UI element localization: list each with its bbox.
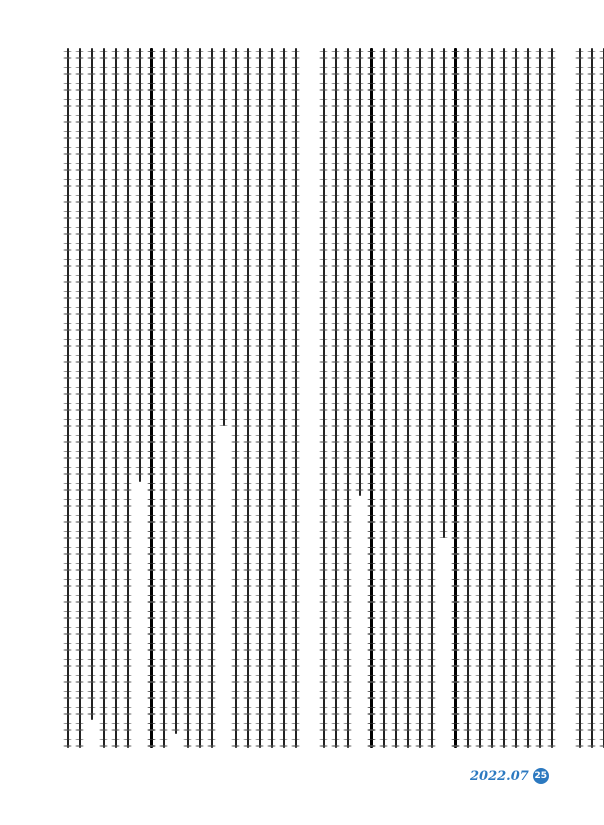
text-line bbox=[510, 48, 522, 748]
page-footer bbox=[470, 768, 549, 784]
text-column-2 bbox=[318, 48, 558, 748]
text-line bbox=[426, 48, 438, 748]
text-line bbox=[122, 48, 134, 748]
text-line bbox=[206, 48, 218, 748]
text-line bbox=[158, 48, 170, 748]
text-line bbox=[342, 48, 354, 748]
text-line bbox=[194, 48, 206, 748]
text-line bbox=[98, 48, 110, 748]
text-line bbox=[534, 48, 546, 748]
text-line bbox=[74, 48, 86, 748]
text-line bbox=[402, 48, 414, 748]
page-number: 25 bbox=[533, 768, 549, 784]
text-line bbox=[450, 48, 462, 748]
text-line bbox=[598, 48, 604, 748]
text-line bbox=[230, 48, 242, 748]
text-line bbox=[438, 48, 450, 748]
text-line bbox=[62, 48, 74, 748]
issue-date: 2022.07 bbox=[470, 768, 529, 784]
text-line bbox=[486, 48, 498, 748]
text-line bbox=[278, 48, 290, 748]
text-line bbox=[354, 48, 366, 748]
text-line bbox=[574, 48, 586, 748]
text-line bbox=[474, 48, 486, 748]
text-line bbox=[414, 48, 426, 748]
text-line bbox=[330, 48, 342, 748]
text-line bbox=[546, 48, 558, 748]
text-line bbox=[522, 48, 534, 748]
text-column-3 bbox=[574, 48, 604, 748]
text-line bbox=[498, 48, 510, 748]
text-line bbox=[170, 48, 182, 748]
text-line bbox=[378, 48, 390, 748]
text-line bbox=[266, 48, 278, 748]
text-line bbox=[182, 48, 194, 748]
text-column-1 bbox=[62, 48, 302, 748]
text-line bbox=[366, 48, 378, 748]
text-line bbox=[218, 48, 230, 748]
text-line bbox=[134, 48, 146, 748]
text-line bbox=[146, 48, 158, 748]
text-line bbox=[318, 48, 330, 748]
text-line bbox=[390, 48, 402, 748]
text-line bbox=[242, 48, 254, 748]
text-line bbox=[110, 48, 122, 748]
text-line bbox=[462, 48, 474, 748]
text-line bbox=[254, 48, 266, 748]
text-line bbox=[586, 48, 598, 748]
text-line bbox=[86, 48, 98, 748]
text-line bbox=[290, 48, 302, 748]
text-columns bbox=[62, 48, 550, 748]
